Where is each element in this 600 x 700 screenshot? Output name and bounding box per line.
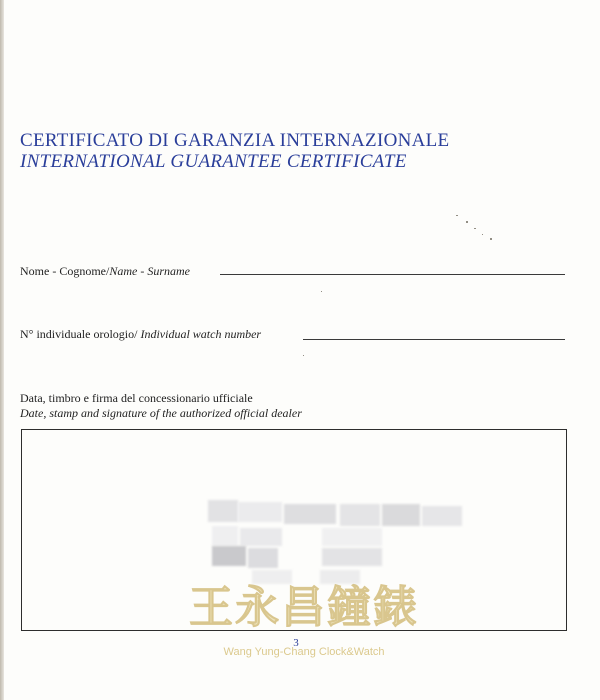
- paper-speck: [303, 355, 304, 356]
- title-english: INTERNATIONAL GUARANTEE CERTIFICATE: [20, 151, 407, 172]
- paper-speck: [466, 221, 468, 223]
- redacted-stamp-block: [248, 548, 278, 568]
- watermark-logo-text: 王永昌鐘錶: [189, 582, 419, 633]
- redacted-stamp-block: [322, 528, 382, 546]
- watermark-text: Wang Yung-Chang Clock&Watch: [223, 646, 385, 658]
- paper-speck: [321, 291, 322, 292]
- redacted-stamp-block: [238, 502, 282, 522]
- redacted-stamp-block: [212, 546, 246, 566]
- watch-number-field-label: [20, 327, 261, 345]
- redacted-stamp-block: [284, 504, 336, 524]
- watch-number-label-italian: N° individuale orologio/: [20, 327, 141, 341]
- certificate-page: [4, 0, 600, 700]
- name-label-english: Name - Surname: [109, 264, 190, 278]
- title-italian: CERTIFICATO DI GARANZIA INTERNAZIONALE: [20, 130, 450, 151]
- name-input-line[interactable]: [220, 274, 565, 275]
- redacted-stamp-block: [382, 504, 420, 526]
- paper-speck: [456, 215, 458, 216]
- redacted-stamp-block: [212, 526, 238, 546]
- page-number: 3: [293, 637, 299, 649]
- name-label-italian: Nome - Cognome/: [20, 264, 110, 278]
- redacted-stamp-block: [422, 506, 462, 526]
- watermark-logo: [186, 574, 422, 634]
- redacted-stamp-block: [322, 548, 382, 566]
- redacted-stamp-block: [208, 500, 238, 522]
- paper-speck: [482, 234, 483, 235]
- redacted-stamp-block: [340, 504, 380, 526]
- watch-number-input-line[interactable]: [303, 339, 565, 340]
- paper-speck: [474, 228, 476, 229]
- dealer-label-italian: Data, timbro e firma del concessionario ufficiale: [20, 391, 253, 405]
- dealer-label-english: Date, stamp and signature of the authorized official dealer: [20, 406, 302, 420]
- redacted-stamp-block: [240, 528, 282, 546]
- name-field-label: [20, 264, 190, 282]
- watch-number-label-english: Individual watch number: [140, 327, 262, 341]
- paper-speck: [490, 238, 492, 240]
